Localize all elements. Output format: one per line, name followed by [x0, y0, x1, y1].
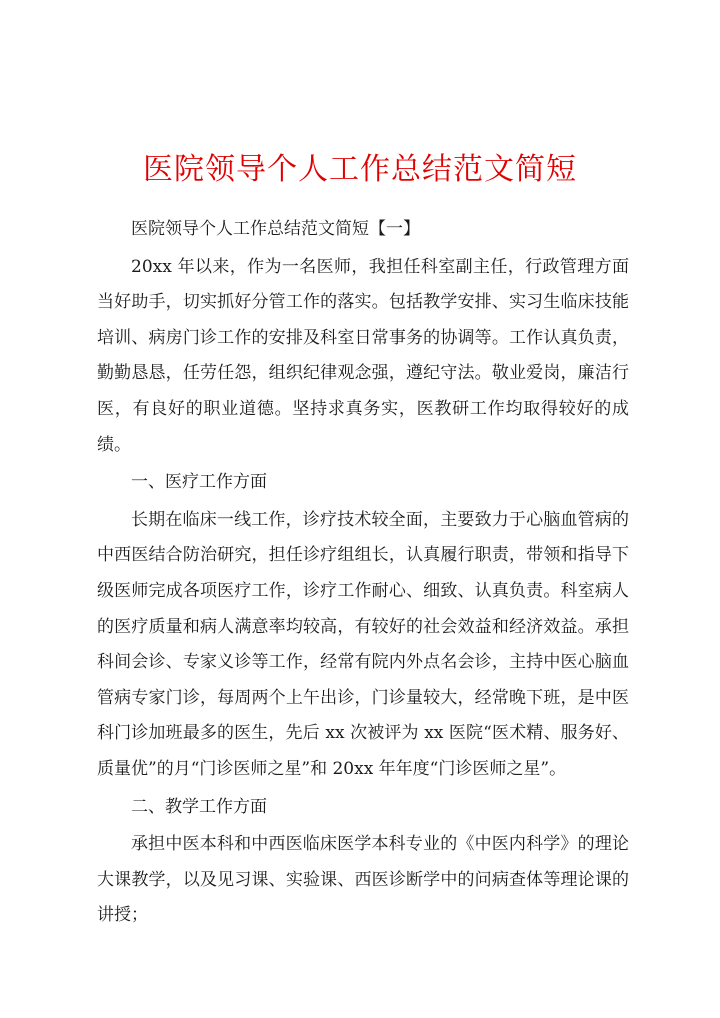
document-title: 医院领导个人工作总结范文简短 [143, 152, 577, 187]
heading-medical-work: 一、医疗工作方面 [131, 472, 267, 493]
heading-teaching-work: 二、教学工作方面 [131, 796, 267, 817]
paragraph-intro: 20xx 年以来，作为一名医师，我担任科室副主任，行政管理方面当好助手，切实抓好分管工作的落实。包括教学安排、实习生临床技能培训、病房门诊工作的安排及科室日常事务的协调等。工作认真负责，勤勤恳恳，任劳任怨，组织纪律观念强，遵纪守法。敬业爱岗，廉洁行医，有良好的职业道德。坚持求真务实，医教研工作均取得较好的成绩。 [97, 256, 629, 455]
document-body [97, 212, 629, 934]
paragraph-medical-work: 长期在临床一线工作，诊疗技术较全面，主要致力于心脑血管病的中西医结合防治研究，担任诊疗组组长，认真履行职责，带领和指导下级医师完成各项医疗工作，诊疗工作耐心、细致、认真负责。科室病人的医疗质量和病人满意率均较高，有较好的社会效益和经济效益。承担科间会诊、专家义诊等工作，经常有院内外点名会诊，主持中医心脑血管病专家门诊，每周两个上午出诊，门诊量较大，经常晚下班，是中医科门诊加班最多的医生，先后 xx 次被评为 xx 医院“医术精、服务好、质量优”的月“门诊医师之星”和 20xx 年年度“门诊医师之星”。 [97, 509, 629, 779]
section-title-one: 医院领导个人工作总结范文简短【一】 [131, 219, 420, 239]
paragraph-teaching-work: 承担中医本科和中西医临床医学本科专业的《中医内科学》的理论大课教学，以及见习课、实验课、西医诊断学中的问病查体等理论课的讲授； [97, 834, 629, 926]
